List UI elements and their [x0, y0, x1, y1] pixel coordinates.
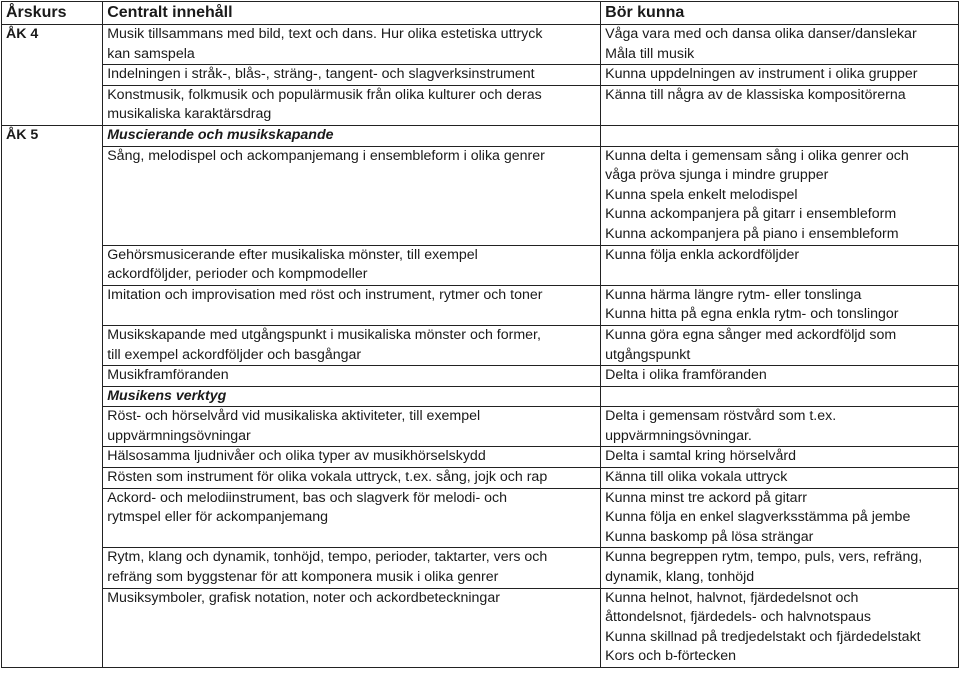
goals-cell	[601, 548, 959, 588]
header-year: Årskurs	[2, 2, 103, 25]
goals-cell	[601, 65, 959, 86]
goals-cell-line: Kunna göra egna sånger med ackordföljd som	[605, 326, 897, 343]
content-cell-line: Röst- och hörselvård vid musikaliska aktiviteter, till exempel	[107, 408, 481, 425]
content-cell-line: rytmspel eller för ackompanjemang	[107, 509, 329, 526]
content-cell	[103, 85, 601, 125]
goals-cell-line: våga pröva sjunga i mindre grupper	[605, 167, 829, 184]
goals-cell-line: utgångspunkt	[605, 346, 691, 363]
section-row	[2, 386, 959, 407]
goals-cell	[601, 146, 959, 245]
goals-cell-line: Delta i samtal kring hörselvård	[605, 448, 796, 465]
goals-cell-line: dynamik, klang, tonhöjd	[605, 569, 755, 586]
goals-cell-line: Kors och b-förtecken	[605, 648, 737, 665]
table-row	[2, 488, 959, 548]
table-row	[2, 548, 959, 588]
content-cell	[103, 488, 601, 548]
year-label: ÅK 5	[2, 125, 103, 667]
table-row	[2, 447, 959, 468]
goals-cell-line: Kunna ackompanjera på piano i ensembleform	[605, 225, 899, 242]
content-cell-line: Musiksymboler, grafisk notation, noter och ackordbeteckningar	[107, 589, 500, 606]
goals-cell-line: Kunna hitta på egna enkla rytm- och tonslingor	[605, 306, 899, 323]
content-cell	[103, 588, 601, 667]
goals-cell-line: Känna till olika vokala uttryck	[605, 469, 788, 486]
goals-cell-line: Kunna spela enkelt melodispel	[605, 186, 798, 203]
table-row	[2, 407, 959, 447]
goals-cell-line: Måla till musik	[605, 45, 695, 62]
content-cell	[103, 146, 601, 245]
goals-cell-line: uppvärmningsövningar.	[605, 427, 752, 444]
content-cell-line: uppvärmningsövningar	[107, 427, 251, 444]
content-cell	[103, 285, 601, 325]
content-cell-line: Gehörsmusicerande efter musikaliska mönster, till exempel	[107, 246, 478, 263]
content-cell	[103, 548, 601, 588]
goals-cell-line: Kunna följa enkla ackordföljder	[605, 246, 800, 263]
goals-cell	[601, 85, 959, 125]
goals-cell	[601, 488, 959, 548]
table-row	[2, 65, 959, 86]
section-row	[2, 125, 959, 146]
goals-cell-line: Kunna skillnad på tredjedelstakt och fjärdedelstakt	[605, 628, 921, 645]
goals-cell	[601, 366, 959, 387]
content-cell	[103, 447, 601, 468]
goals-cell	[601, 407, 959, 447]
table-row	[2, 588, 959, 667]
goals-cell	[601, 25, 959, 65]
goals-cell-line: Kunna helnot, halvnot, fjärdedelsnot och	[605, 589, 859, 606]
content-cell-line: Musik tillsammans med bild, text och dans. Hur olika estetiska uttryck	[107, 26, 543, 42]
goals-cell	[601, 447, 959, 468]
goals-cell	[601, 588, 959, 667]
content-cell-line: kan samspela	[107, 45, 195, 62]
goals-cell	[601, 245, 959, 285]
content-cell-line: Musikframföranden	[107, 367, 229, 384]
table-row	[2, 85, 959, 125]
content-cell-line: Hälsosamma ljudnivåer och olika typer av musikhörselskydd	[107, 448, 486, 465]
content-cell-line: Musikskapande med utgångspunkt i musikaliska mönster och former,	[107, 326, 541, 343]
header-row	[2, 2, 959, 25]
goals-cell	[601, 285, 959, 325]
goals-cell-empty	[601, 125, 959, 146]
table-row	[2, 325, 959, 365]
goals-cell-empty	[601, 386, 959, 407]
table-row	[2, 245, 959, 285]
goals-cell-line: Delta i gemensam röstvård som t.ex.	[605, 408, 837, 425]
header-content: Centralt innehåll	[103, 2, 601, 25]
section-heading: Musikens verktyg	[103, 386, 601, 407]
content-cell-line: ackordföljder, perioder och kompmodeller	[107, 266, 368, 283]
content-cell-line: Konstmusik, folkmusik och populärmusik från olika kulturer och deras	[107, 86, 542, 103]
goals-cell-line: åttondelsnot, fjärdedels- och halvnotspaus	[605, 609, 871, 626]
goals-cell-line: Kunna ackompanjera på gitarr i ensembleform	[605, 206, 897, 223]
content-cell	[103, 468, 601, 489]
table-row	[2, 146, 959, 245]
goals-cell-line: Kunna baskomp på lösa strängar	[605, 528, 814, 545]
goals-cell	[601, 325, 959, 365]
content-cell-line: till exempel ackordföljder och basgångar	[107, 346, 362, 363]
goals-cell-line: Känna till några av de klassiska kompositörerna	[605, 86, 906, 103]
section-heading: Muscierande och musikskapande	[103, 125, 601, 146]
content-cell-line: Sång, melodispel och ackompanjemang i ensembleform i olika genrer	[107, 147, 545, 164]
content-cell-line: Ackord- och melodiinstrument, bas och slagverk för melodi- och	[107, 489, 508, 506]
goals-cell	[601, 468, 959, 489]
content-cell-line: Rösten som instrument för olika vokala uttryck, t.ex. sång, jojk och rap	[107, 469, 548, 486]
content-cell-line: Indelningen i stråk-, blås-, sträng-, tangent- och slagverksinstrument	[107, 66, 535, 83]
content-cell	[103, 245, 601, 285]
goals-cell-line: Kunna minst tre ackord på gitarr	[605, 489, 808, 506]
content-cell	[103, 366, 601, 387]
goals-cell-line: Våga vara med och dansa olika danser/danslekar	[605, 26, 917, 42]
goals-cell-line: Kunna följa en enkel slagverksstämma på jembe	[605, 509, 911, 526]
year-label: ÅK 4	[2, 25, 103, 126]
goals-cell-line: Kunna delta i gemensam sång i olika genrer och	[605, 147, 909, 164]
content-cell	[103, 65, 601, 86]
content-cell	[103, 25, 601, 65]
content-cell	[103, 325, 601, 365]
content-cell-line: refräng som byggstenar för att komponera musik i olika genrer	[107, 569, 499, 586]
table-row	[2, 366, 959, 387]
goals-cell-line: Delta i olika framföranden	[605, 367, 767, 384]
content-cell-line: Rytm, klang och dynamik, tonhöjd, tempo, perioder, taktarter, vers och	[107, 549, 548, 566]
content-cell	[103, 407, 601, 447]
goals-cell-line: Kunna härma längre rytm- eller tonslinga	[605, 286, 862, 303]
table-row	[2, 25, 959, 65]
goals-cell-line: Kunna begreppen rytm, tempo, puls, vers, refräng,	[605, 549, 923, 566]
header-goals: Bör kunna	[601, 2, 959, 25]
content-cell-line: Imitation och improvisation med röst och instrument, rytmer och toner	[107, 286, 543, 303]
table-row	[2, 285, 959, 325]
curriculum-table	[1, 1, 959, 668]
goals-cell-line: Kunna uppdelningen av instrument i olika grupper	[605, 66, 918, 83]
content-cell-line: musikaliska karaktärsdrag	[107, 106, 272, 123]
table-row	[2, 468, 959, 489]
